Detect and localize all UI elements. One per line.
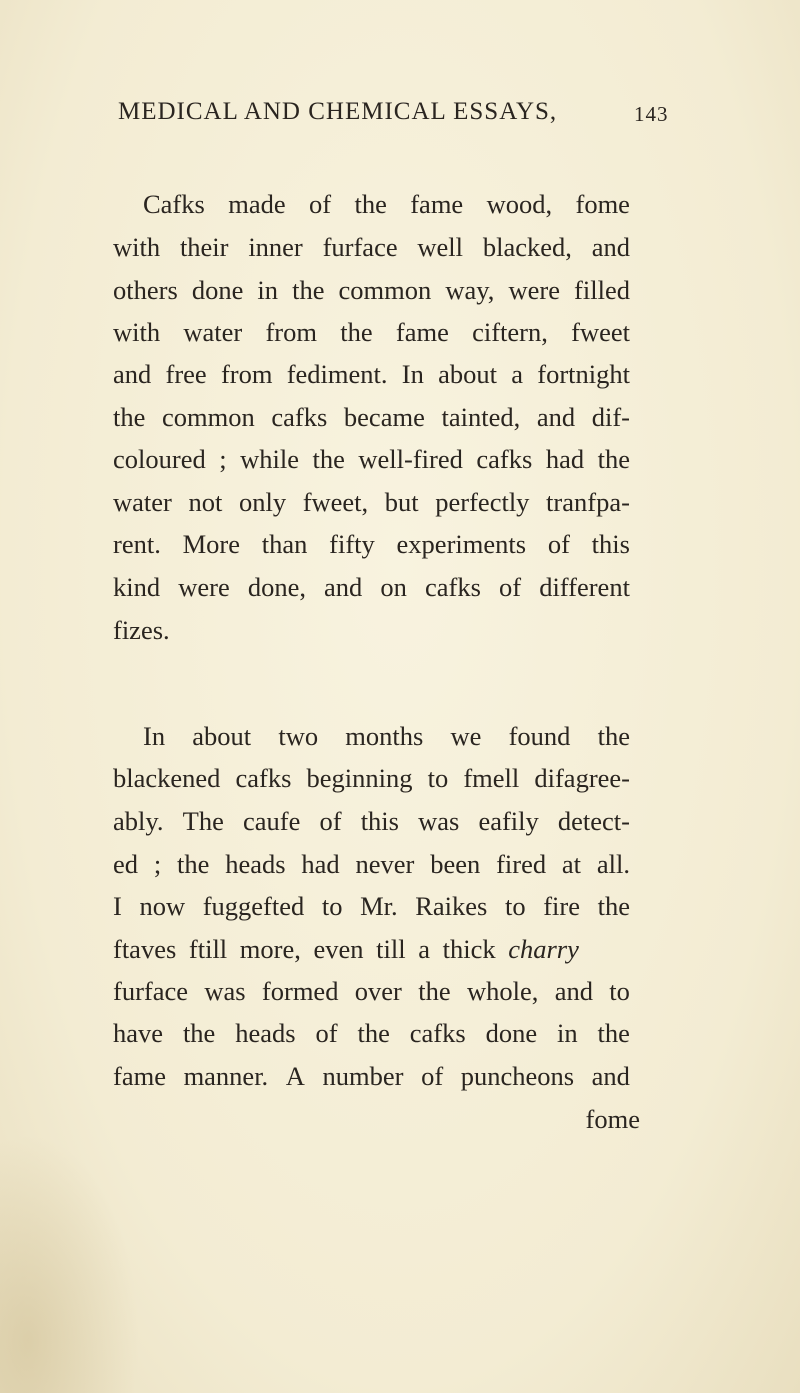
word: furface xyxy=(322,232,398,262)
word: the xyxy=(597,1018,630,1048)
word: whole, xyxy=(466,976,539,1006)
word: this xyxy=(591,529,630,559)
word: filled xyxy=(574,275,630,305)
text-line xyxy=(113,1013,630,1053)
word: fuggefted xyxy=(202,891,305,921)
running-head-title: MEDICAL AND CHEMICAL ESSAYS, xyxy=(118,98,558,125)
word: free xyxy=(165,359,207,389)
word: the xyxy=(418,976,451,1006)
word: In xyxy=(401,359,424,389)
word: from xyxy=(265,317,317,347)
text-line xyxy=(113,1056,630,1096)
word: and xyxy=(554,976,593,1006)
word: the xyxy=(357,1018,390,1048)
word: done, xyxy=(247,572,306,602)
word: of xyxy=(547,529,570,559)
word: the xyxy=(597,444,630,474)
text-line xyxy=(113,227,630,267)
word: were xyxy=(508,275,560,305)
word: and xyxy=(536,402,576,432)
word: had xyxy=(545,444,585,474)
word: was xyxy=(418,806,460,836)
text-line xyxy=(113,567,630,607)
word: furface xyxy=(113,976,189,1006)
word: the xyxy=(597,721,630,751)
word: inner xyxy=(248,232,303,262)
word: tranfpa- xyxy=(546,487,630,517)
word: made xyxy=(228,189,286,219)
word: kind xyxy=(113,572,161,602)
word: fifty xyxy=(329,529,375,559)
word: fame xyxy=(410,189,464,219)
word: fortnight xyxy=(537,359,630,389)
word: difagree- xyxy=(534,763,630,793)
word: rent. xyxy=(113,529,161,559)
word: ; xyxy=(153,849,162,879)
word: eafily xyxy=(478,806,539,836)
word: of xyxy=(499,572,522,602)
word: fmell xyxy=(463,763,520,793)
word: fame xyxy=(395,317,449,347)
word: I xyxy=(113,891,122,921)
text-line xyxy=(113,354,630,394)
word: number xyxy=(322,1061,404,1091)
word: became xyxy=(343,402,425,432)
word: experiments xyxy=(396,529,527,559)
page-number: 143 xyxy=(634,102,669,126)
word: and xyxy=(113,359,152,389)
word: the xyxy=(182,1018,216,1048)
word: the xyxy=(177,849,210,879)
word: to xyxy=(427,763,449,793)
word: done xyxy=(191,275,244,305)
word: the xyxy=(312,444,345,474)
word: their xyxy=(179,232,229,262)
word: to xyxy=(504,891,526,921)
word: months xyxy=(345,721,424,751)
word: on xyxy=(380,572,407,602)
word: tainted, xyxy=(441,402,521,432)
word: heads xyxy=(235,1018,296,1048)
word: and xyxy=(591,232,630,262)
word: manner. xyxy=(183,1061,269,1091)
word: about xyxy=(192,721,252,751)
word: and xyxy=(324,572,363,602)
italic-word: charry xyxy=(508,934,579,964)
word: caufe xyxy=(242,806,301,836)
word: cafks xyxy=(235,763,292,793)
word: never xyxy=(355,849,415,879)
word: we xyxy=(450,721,482,751)
word: beginning xyxy=(306,763,413,793)
line-text: ftaves ftill more, even till a thick xyxy=(113,934,509,964)
word: have xyxy=(113,1018,164,1048)
text-line-with-italic xyxy=(113,929,630,969)
word: about xyxy=(438,359,497,389)
word: in xyxy=(556,1018,578,1048)
word: of xyxy=(421,1061,444,1091)
word: with xyxy=(113,317,161,347)
word: over xyxy=(354,976,402,1006)
word: ; xyxy=(219,444,227,474)
word: with xyxy=(113,232,161,262)
word: water xyxy=(183,317,243,347)
word: from xyxy=(220,359,273,389)
text-line xyxy=(113,844,630,884)
word: different xyxy=(539,572,630,602)
word: perfectly xyxy=(435,487,530,517)
word: ably. xyxy=(113,806,164,836)
word: in xyxy=(257,275,279,305)
word: now xyxy=(139,891,186,921)
word: ciftern, xyxy=(472,317,548,347)
word: dif- xyxy=(591,402,630,432)
word: the xyxy=(597,891,630,921)
word: was xyxy=(204,976,246,1006)
word: the xyxy=(340,317,373,347)
paper-stain xyxy=(0,1133,140,1393)
word: More xyxy=(182,529,240,559)
word: than xyxy=(261,529,308,559)
word: The xyxy=(182,806,224,836)
word: been xyxy=(430,849,481,879)
word: fame xyxy=(113,1061,166,1091)
word: way, xyxy=(445,275,495,305)
word: two xyxy=(278,721,319,751)
word: only xyxy=(238,487,287,517)
word: found xyxy=(508,721,571,751)
word: fweet xyxy=(571,317,630,347)
word: the xyxy=(354,189,387,219)
text-line xyxy=(113,801,630,841)
word: fediment. xyxy=(286,359,388,389)
word: Mr. xyxy=(360,891,398,921)
word: fome xyxy=(575,189,630,219)
word: of xyxy=(309,189,332,219)
word: others xyxy=(113,275,178,305)
text-line xyxy=(113,971,630,1011)
word: well-fired xyxy=(358,444,463,474)
word: to xyxy=(321,891,343,921)
word: ed xyxy=(113,849,139,879)
word: fire xyxy=(543,891,580,921)
word: In xyxy=(143,721,166,751)
catchword: fome xyxy=(585,1104,640,1134)
word: coloured xyxy=(113,444,206,474)
text-line xyxy=(113,482,630,522)
word: wood, xyxy=(486,189,553,219)
word: not xyxy=(188,487,223,517)
word: cafks xyxy=(271,402,328,432)
word: fired xyxy=(496,849,547,879)
word: the xyxy=(113,402,146,432)
text-line xyxy=(113,524,630,564)
word: puncheons xyxy=(460,1061,575,1091)
word: water xyxy=(113,487,172,517)
word: had xyxy=(301,849,340,879)
word: at xyxy=(561,849,582,879)
word: but xyxy=(384,487,419,517)
word: done xyxy=(485,1018,538,1048)
word: fweet, xyxy=(302,487,369,517)
word: blackened xyxy=(113,763,221,793)
text-line xyxy=(113,397,630,437)
word: A xyxy=(285,1061,305,1091)
word: common xyxy=(162,402,255,432)
text-line xyxy=(113,439,630,479)
word: common xyxy=(338,275,432,305)
word: a xyxy=(511,359,523,389)
text-line xyxy=(143,184,630,224)
running-head xyxy=(118,98,669,138)
word: the xyxy=(292,275,325,305)
word: blacked, xyxy=(482,232,572,262)
word: cafks xyxy=(409,1018,466,1048)
word: cafks xyxy=(425,572,481,602)
word: to xyxy=(609,976,630,1006)
text-line: fizes. xyxy=(113,615,170,645)
text-line xyxy=(113,886,630,926)
word: while xyxy=(240,444,299,474)
word: well xyxy=(417,232,464,262)
text-line xyxy=(143,716,630,756)
word: and xyxy=(591,1061,630,1091)
word: of xyxy=(315,1018,338,1048)
word: Raikes xyxy=(415,891,488,921)
text-line xyxy=(113,312,630,352)
word: cafks xyxy=(476,444,533,474)
word: of xyxy=(319,806,342,836)
word: all. xyxy=(596,849,630,879)
text-line xyxy=(113,270,630,310)
word: Cafks xyxy=(143,189,205,219)
word: were xyxy=(178,572,230,602)
text-line xyxy=(113,758,630,798)
word: heads xyxy=(225,849,286,879)
word: this xyxy=(360,806,399,836)
word: detect- xyxy=(557,806,630,836)
word: formed xyxy=(261,976,339,1006)
